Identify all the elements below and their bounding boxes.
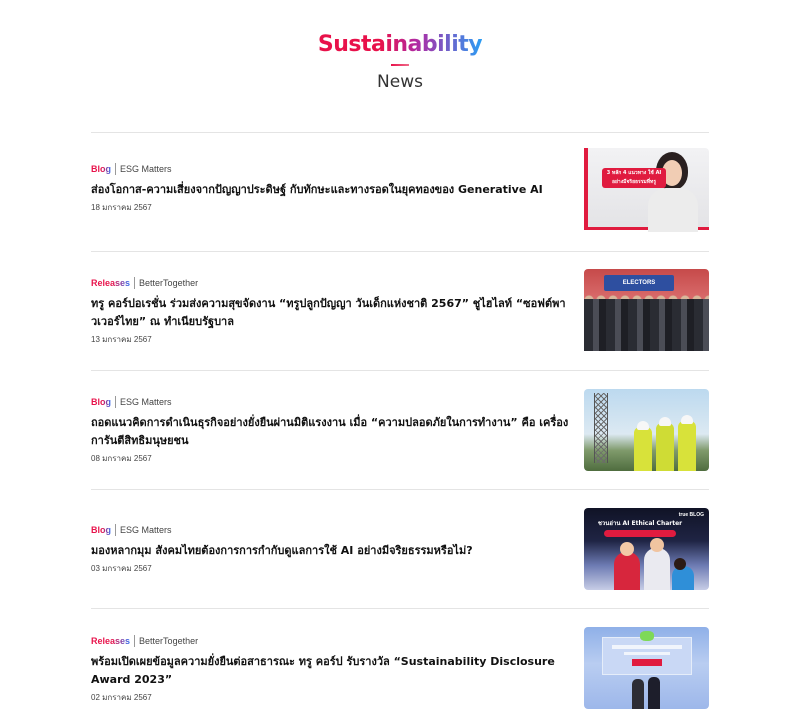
news-title[interactable]: ส่องโอกาส-ความเสี่ยงจากปัญญาประดิษฐ์ กับทักษะและทางรอดในยุคทองของ Generative AI (91, 183, 543, 196)
news-title[interactable]: มองหลากมุม สังคมไทยต้องการการกำกับดูแลการใช้ AI อย่างมีจริยธรรมหรือไม่? (91, 544, 473, 557)
news-meta (91, 635, 571, 647)
news-text (91, 277, 571, 345)
news-text (91, 635, 571, 703)
news-text (91, 163, 571, 213)
news-date: 18 มกราคม 2567 (91, 203, 152, 212)
meta-divider (134, 635, 135, 647)
person-body (672, 566, 694, 590)
news-meta (91, 163, 571, 175)
thumb-caption: ชวนอ่าน AI Ethical Charter (597, 520, 683, 527)
worker-figure (656, 423, 674, 471)
person-body (614, 552, 640, 590)
person-body (648, 188, 698, 232)
news-category[interactable]: Blog (91, 164, 111, 174)
screen-text-line (624, 652, 670, 655)
news-category[interactable]: Blog (91, 397, 111, 407)
hard-hat (681, 415, 693, 424)
news-tag[interactable]: ESG Matters (120, 164, 172, 174)
thumb-caption: ELECTORS (604, 275, 674, 291)
thumb-frame (584, 148, 588, 230)
brand-underline (391, 64, 409, 66)
news-title[interactable]: พร้อมเปิดเผยข้อมูลความยั่งยืนต่อสาธารณะ ทรู คอร์ป รับรางวัล “Sustainability Disclosure Award 2023” (91, 655, 555, 686)
worker-figure (634, 427, 652, 471)
crowd (584, 299, 709, 351)
screen-logo (632, 659, 662, 666)
stage-screen (602, 637, 692, 675)
page-header (0, 30, 800, 94)
news-thumbnail[interactable] (584, 148, 709, 230)
news-title[interactable]: ถอดแนวคิดการดำเนินธุรกิจอย่างยั่งยืนผ่านมิติแรงงาน เมื่อ “ความปลอดภัยในการทำงาน” คือ เครื่องการันตีสิทธิมนุษยชน (91, 416, 569, 447)
news-item[interactable] (91, 251, 709, 370)
meta-divider (115, 163, 116, 175)
meta-divider (115, 524, 116, 536)
news-date: 08 มกราคม 2567 (91, 454, 152, 463)
news-meta (91, 277, 571, 289)
news-item[interactable] (91, 370, 709, 489)
section-brand-title: Sustainability (318, 30, 482, 60)
worker-figure (678, 421, 696, 471)
news-item[interactable] (91, 608, 709, 727)
thumb-pill (604, 530, 676, 537)
news-thumbnail[interactable] (584, 627, 709, 709)
news-date: 02 มกราคม 2567 (91, 693, 152, 702)
person-face (650, 538, 664, 552)
news-thumbnail[interactable] (584, 508, 709, 590)
news-thumbnail[interactable] (584, 269, 709, 351)
news-meta (91, 396, 571, 408)
person-body (632, 679, 644, 709)
thumb-logo: true BLOG (678, 512, 704, 518)
thumb-caption: 3 หลัก 4 แนวทาง ใช้ AI อย่างมีจริยธรรมที่ทรู (602, 168, 666, 188)
news-title[interactable]: ทรู คอร์ปอเรชั่น ร่วมส่งความสุขจัดงาน “ทรูปลูกปัญญา วันเด็กแห่งชาติ 2567” ชูไฮไลท์ “ซอฟต์พาวเวอร์ไทย” ณ ทำเนียบรัฐบาล (91, 297, 566, 328)
news-category[interactable]: Blog (91, 525, 111, 535)
news-item[interactable] (91, 489, 709, 608)
news-meta (91, 524, 571, 536)
news-item[interactable] (91, 132, 709, 251)
news-tag[interactable]: BetterTogether (139, 278, 199, 288)
news-tag[interactable]: BetterTogether (139, 636, 199, 646)
news-date: 03 มกราคม 2567 (91, 564, 152, 573)
news-tag[interactable]: ESG Matters (120, 525, 172, 535)
person-body (648, 677, 660, 709)
news-category[interactable]: Releases (91, 278, 131, 288)
news-thumbnail[interactable] (584, 389, 709, 471)
person-body (644, 548, 670, 590)
hard-hat (659, 417, 671, 426)
screen-text-line (612, 645, 682, 649)
page-title: News (377, 72, 423, 92)
person-head (674, 558, 686, 570)
news-tag[interactable]: ESG Matters (120, 397, 172, 407)
news-list (91, 132, 709, 727)
award-logo (640, 631, 654, 641)
person-face (620, 542, 634, 556)
hard-hat (637, 421, 649, 430)
news-text (91, 396, 571, 464)
meta-divider (115, 396, 116, 408)
telecom-tower (594, 393, 608, 463)
news-date: 13 มกราคม 2567 (91, 335, 152, 344)
news-category[interactable]: Releases (91, 636, 131, 646)
meta-divider (134, 277, 135, 289)
news-text (91, 524, 571, 574)
